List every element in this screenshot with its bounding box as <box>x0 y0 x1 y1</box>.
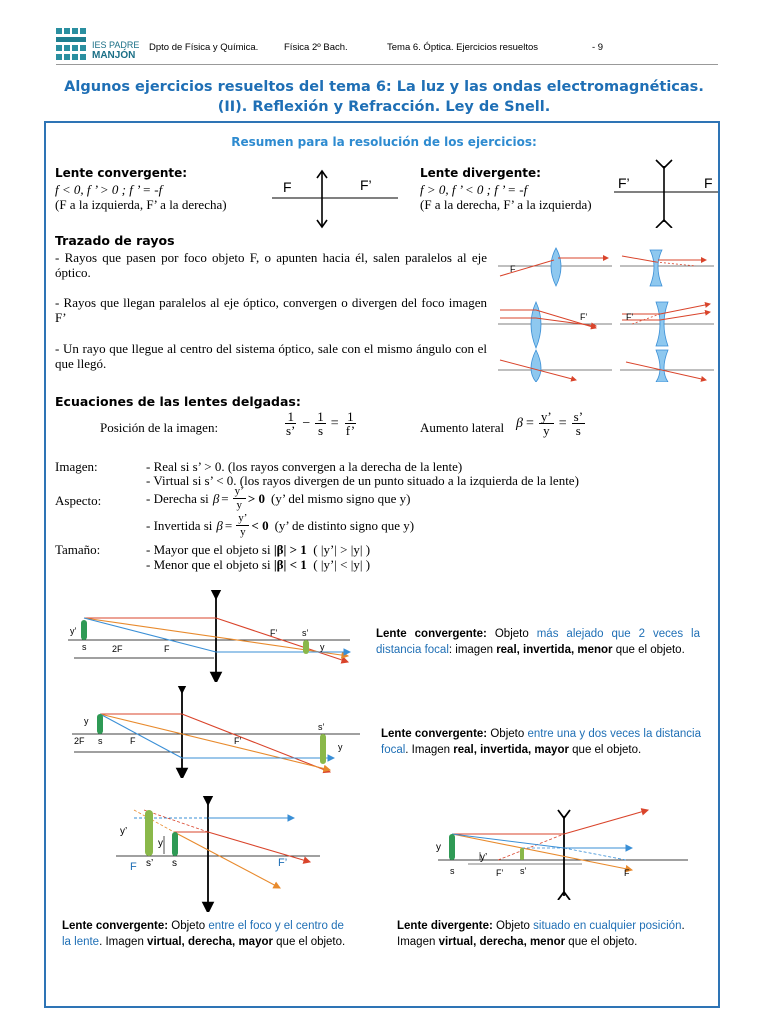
thin-lens-equation: $\frac{1}{s’}$ − $\frac{1}{s}$ = $\frac{1}{f’}$ <box>286 409 356 438</box>
school-name-line2: MANJÓN <box>92 50 136 61</box>
svg-text:F’: F’ <box>278 857 288 869</box>
svg-text:s’: s’ <box>318 722 325 732</box>
case-4-diagram <box>432 808 692 900</box>
svg-text:F: F <box>624 868 630 878</box>
svg-text:y: y <box>338 742 343 752</box>
mini-lens-div-1 <box>650 250 662 286</box>
mini-lens-conv-3 <box>531 350 541 382</box>
imagen-virtual: - Virtual si s’ < 0. (los rayos divergen de un punto situado a la izquierda de la lente) <box>146 473 579 488</box>
imagen-label: Imagen: <box>55 459 98 474</box>
svg-text:y: y <box>84 716 89 726</box>
tamano-menor: - Menor que el objeto si |β| < 1 ( |y’| < |y| ) <box>146 557 371 572</box>
svg-text:F’: F’ <box>270 628 278 638</box>
svg-text:F’: F’ <box>626 312 634 322</box>
object-figure-icon <box>81 620 87 640</box>
aspecto-derecha: - Derecha si β = $\frac{y’}{y}$ > 0 (y’ del mismo signo que y) <box>146 485 411 511</box>
divergent-lens-icon <box>612 158 720 228</box>
svg-text:s: s <box>172 858 177 869</box>
conv-f-label: F <box>283 179 292 195</box>
header-topic: Tema 6. Óptica. Ejercicios resueltos <box>387 42 539 53</box>
case-2-caption: Lente convergente: Objeto entre una y dos veces la distancia focal. Imagen real, invertida, mayor que el objeto. <box>381 728 701 756</box>
case-2-diagram <box>68 686 364 778</box>
page-title-line2: (II). Reflexión y Refracción. Ley de Snell. <box>217 99 551 115</box>
svg-text:F’: F’ <box>580 312 588 322</box>
divergent-heading: Lente divergente: <box>420 166 541 180</box>
image-figure-icon <box>303 640 309 654</box>
svg-text:2F: 2F <box>112 644 123 654</box>
svg-text:s’: s’ <box>302 628 309 638</box>
divergent-signs: f > 0, f ’ < 0 ; f ’ = -f <box>420 182 528 197</box>
svg-text:2F: 2F <box>74 736 85 746</box>
svg-text:y’: y’ <box>70 626 77 636</box>
header-department: Dpto de Física y Química. <box>149 42 259 53</box>
svg-text:s’: s’ <box>146 858 154 869</box>
mini-lens-div-3 <box>656 350 668 382</box>
svg-text:s: s <box>450 866 455 876</box>
convergent-heading: Lente convergente: <box>55 166 188 180</box>
svg-text:s: s <box>82 642 87 652</box>
page-title-line1: Algunos ejercicios resueltos del tema 6: La luz y las ondas electromagnéticas. <box>64 79 704 95</box>
case-1-caption: Lente convergente: Objeto más alejado que 2 veces la distancia focal: imagen real, invertida, menor que el objeto. <box>376 628 700 656</box>
case-4-caption: Lente divergente: Objeto situado en cualquier posición. Imagen virtual, derecha, menor que el objeto. <box>397 920 685 948</box>
svg-text:F: F <box>164 644 170 654</box>
equations-heading: Ecuaciones de las lentes delgadas: <box>55 394 301 409</box>
summary-title: Resumen para la resolución de los ejercicios: <box>231 135 537 149</box>
svg-text:y: y <box>436 842 441 853</box>
case-3-caption: Lente convergente: Objeto entre el foco y el centro de la lente. Imagen virtual, derecha, mayor que el objeto. <box>62 920 346 948</box>
magnification-equation: β = $\frac{y’}{y}$ = $\frac{s’}{s}$ <box>516 409 584 438</box>
convergent-lens-icon <box>270 168 400 230</box>
svg-text:F: F <box>510 264 516 274</box>
svg-text:s’: s’ <box>520 866 527 876</box>
case-3-diagram <box>104 796 324 912</box>
mini-lens-conv-1 <box>551 248 561 286</box>
svg-text:y’: y’ <box>120 826 128 837</box>
header-divider <box>56 64 718 65</box>
svg-text:F’: F’ <box>496 868 504 878</box>
tamano-label: Tamaño: <box>55 542 101 557</box>
ray-rule-1: - Rayos que pasen por foco objeto F, o apunten hacia él, salen paralelos al eje óptico. <box>55 250 487 280</box>
header-page-number: - 9 <box>592 42 604 53</box>
imagen-real: - Real si s’ > 0. (los rayos convergen a la derecha de la lente) <box>146 459 463 474</box>
svg-text:F’: F’ <box>234 736 242 746</box>
svg-text:s: s <box>98 736 103 746</box>
case-1-diagram <box>64 590 356 682</box>
magnification-label: Aumento lateral <box>420 420 505 435</box>
div-fp-label: F’ <box>618 175 630 191</box>
svg-text:F: F <box>130 861 137 873</box>
convergent-note: (F a la izquierda, F’ a la derecha) <box>55 197 227 212</box>
school-name-line1: IES PADRE <box>92 40 140 50</box>
ray-tracing-diagrams <box>496 244 716 382</box>
svg-text:y: y <box>158 838 163 849</box>
divergent-note: (F a la derecha, F’ a la izquierda) <box>420 197 592 212</box>
svg-text:y: y <box>320 642 325 652</box>
convergent-signs: f < 0, f ’ > 0 ; f ’ = -f <box>55 182 163 197</box>
div-f-label: F <box>704 175 713 191</box>
aspecto-invertida: - Invertida si β = $\frac{y’}{y}$ < 0 (y’ de distinto signo que y) <box>146 512 415 538</box>
ray-rule-3: - Un rayo que llegue al centro del sistema óptico, sale con el mismo ángulo con el que llegó. <box>55 341 487 371</box>
aspecto-label: Aspecto: <box>55 493 102 508</box>
ray-rule-2: - Rayos que llegan paralelos al eje óptico, convergen o divergen del foco imagen F’ <box>55 295 487 325</box>
svg-text:F: F <box>130 736 136 746</box>
header-course: Física 2º Bach. <box>284 42 348 53</box>
mini-lens-conv-2 <box>531 302 541 348</box>
rays-heading: Trazado de rayos <box>55 233 175 248</box>
svg-text:y’: y’ <box>480 852 488 863</box>
position-label: Posición de la imagen: <box>100 420 219 435</box>
conv-fp-label: F’ <box>360 177 372 193</box>
tamano-mayor: - Mayor que el objeto si |β| > 1 ( |y’| > |y| ) <box>146 542 371 557</box>
school-logo <box>56 26 140 64</box>
